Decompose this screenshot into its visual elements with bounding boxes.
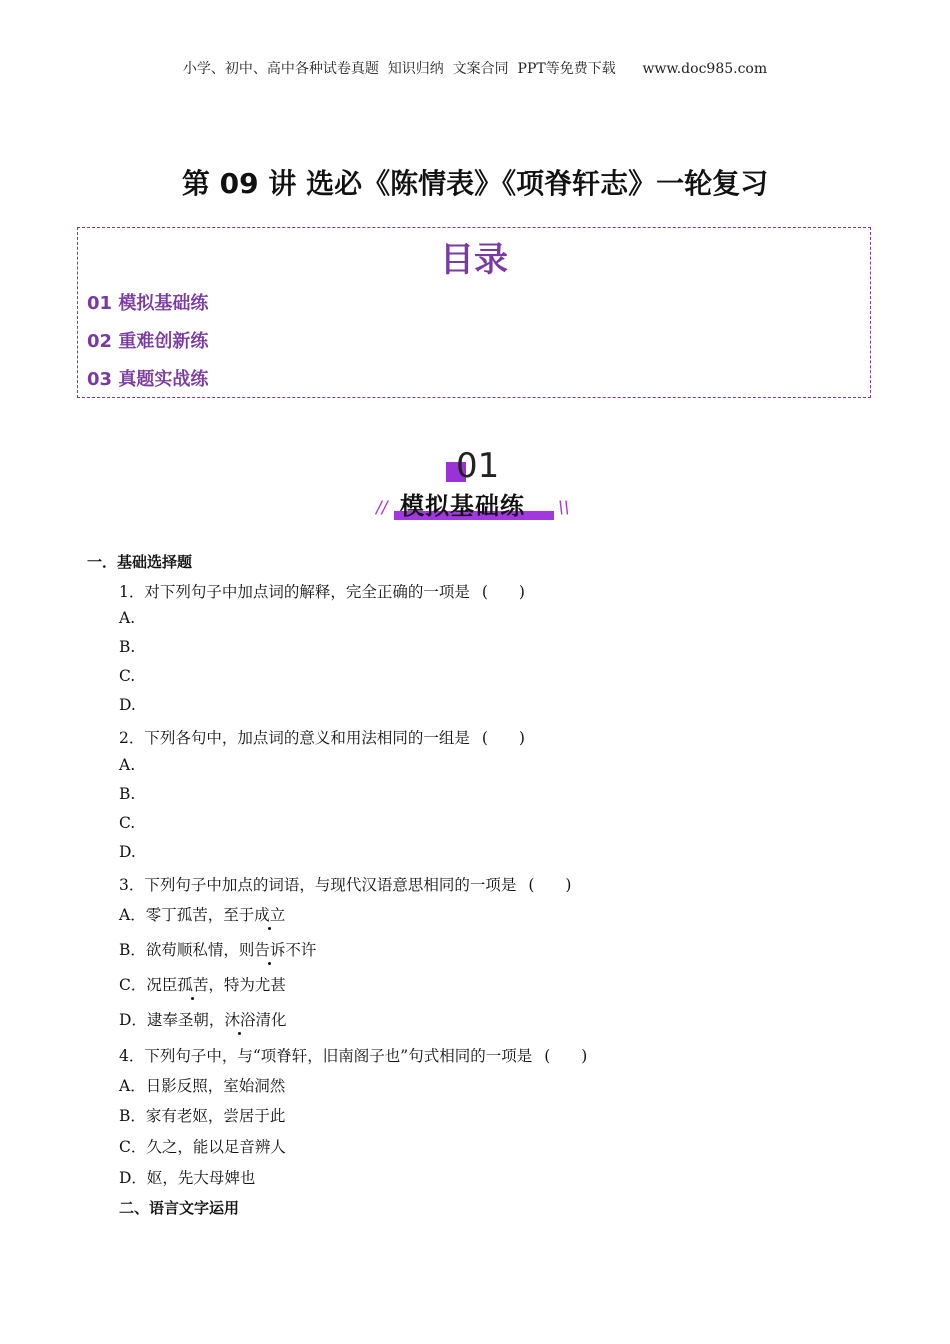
dotted-word: 成立	[254, 903, 285, 925]
part2-heading: 二、语言文字运用	[119, 1199, 240, 1217]
toc-item-01[interactable]: 01 模拟基础练	[87, 293, 209, 314]
section-banner	[372, 446, 578, 526]
part1-heading: 一．基础选择题	[87, 553, 193, 571]
question-4-option-c[interactable]: C．久之，能以足音辨人	[119, 1138, 286, 1156]
toc-item-02[interactable]: 02 重难创新练	[87, 331, 209, 352]
dotted-word: 沐浴	[224, 1008, 255, 1030]
question-1-option-b[interactable]: B.	[119, 638, 136, 656]
question-4-option-b[interactable]: B．家有老妪，尝居于此	[119, 1107, 286, 1125]
question-1-option-c[interactable]: C.	[119, 667, 136, 685]
question-3-option-a[interactable]: A．零丁孤苦，至于成立	[119, 903, 285, 925]
decorative-slash-right: \\	[558, 498, 570, 518]
question-3-option-c[interactable]: C．况臣孤苦，特为尤甚	[119, 973, 286, 995]
question-2-stem: 2．下列各句中，加点词的意义和用法相同的一组是 ( )	[119, 729, 525, 747]
dotted-word: 孤苦	[177, 973, 208, 995]
section-number: 01	[456, 446, 500, 486]
question-4-option-d[interactable]: D．妪，先大母婢也	[119, 1169, 256, 1187]
question-3-option-d[interactable]: D．逮奉圣朝，沐浴清化	[119, 1008, 286, 1030]
question-1-option-a[interactable]: A.	[119, 609, 136, 627]
toc-heading: 目录	[440, 240, 508, 280]
question-2-option-b[interactable]: B.	[119, 785, 136, 803]
question-2-option-d[interactable]: D.	[119, 843, 136, 861]
dotted-word: 告诉	[254, 938, 285, 960]
decorative-slash-left: //	[376, 498, 388, 518]
question-1-stem: 1．对下列句子中加点词的解释，完全正确的一项是 ( )	[119, 583, 525, 601]
section-name: 模拟基础练	[400, 492, 525, 520]
question-3-option-b[interactable]: B．欲苟顺私情，则告诉不许	[119, 938, 316, 960]
question-4-option-a[interactable]: A．日影反照，室始洞然	[119, 1077, 286, 1095]
toc-item-03[interactable]: 03 真题实战练	[87, 369, 209, 390]
question-2-option-a[interactable]: A.	[119, 756, 136, 774]
document-title: 第 09 讲 选必《陈情表》《项脊轩志》一轮复习	[181, 167, 769, 200]
question-2-option-c[interactable]: C.	[119, 814, 136, 832]
question-4-stem: 4．下列句子中，与“项脊轩，旧南阁子也”句式相同的一项是 ( )	[119, 1047, 588, 1065]
page-header: 小学、初中、高中各种试卷真题 知识归纳 文案合同 PPT等免费下载 www.doc985.com	[182, 61, 768, 77]
question-1-option-d[interactable]: D.	[119, 696, 136, 714]
question-3-stem: 3．下列句子中加点的词语，与现代汉语意思相同的一项是 ( )	[119, 876, 572, 894]
table-of-contents	[77, 227, 871, 398]
